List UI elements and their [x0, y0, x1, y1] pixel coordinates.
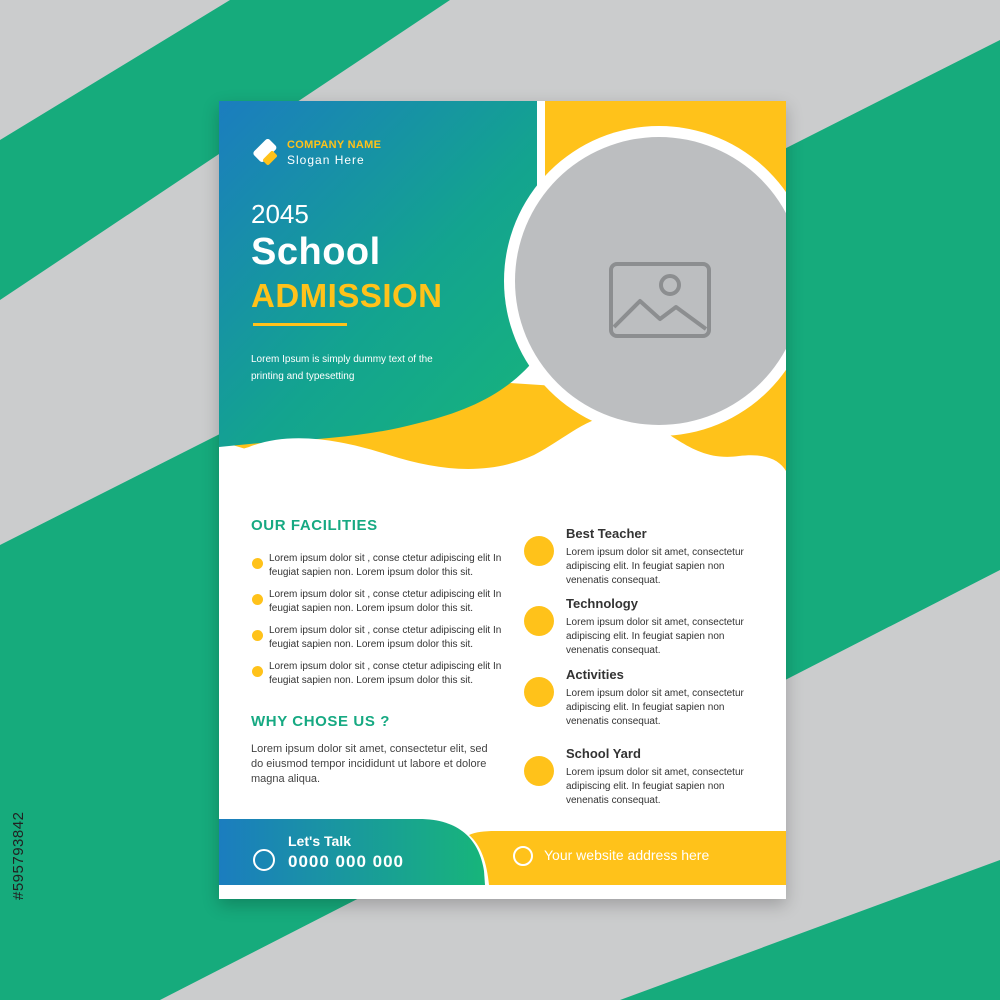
list-item	[251, 660, 501, 696]
feature-title: Best Teacher	[566, 526, 647, 541]
feature-dot-icon	[524, 536, 554, 566]
feature-title: Technology	[566, 596, 638, 611]
company-name: COMPANY NAME	[287, 139, 382, 151]
feature-title: Activities	[566, 667, 624, 682]
list-item	[251, 624, 501, 660]
facility-text: Lorem ipsum dolor sit , conse ctetur adipiscing elit In feugiat sapien non. Lorem ipsum dolor this sit.	[269, 553, 502, 578]
facility-text: Lorem ipsum dolor sit , conse ctetur adipiscing elit In feugiat sapien non. Lorem ipsum dolor this sit.	[269, 589, 502, 614]
feature-dot-icon	[524, 756, 554, 786]
contact-label: Let's Talk	[288, 833, 351, 849]
feature-text: Lorem ipsum dolor sit amet, consectetur adipiscing elit. In feugiat sapien non venenatis consequat.	[566, 688, 744, 727]
slanted-square-logo-icon	[252, 139, 282, 169]
facility-text: Lorem ipsum dolor sit , conse ctetur adipiscing elit In feugiat sapien non. Lorem ipsum dolor this sit.	[269, 625, 502, 650]
website-address: Your website address here	[544, 847, 710, 863]
feature-dot-icon	[524, 606, 554, 636]
year: 2045	[251, 199, 309, 229]
bullet-dot-icon	[252, 630, 263, 641]
facilities-title: OUR FACILITIES	[251, 517, 378, 534]
intro-text: Lorem Ipsum is simply dummy text of the printing and typesetting	[251, 354, 433, 382]
admission-flyer	[219, 101, 786, 899]
facilities-list	[251, 552, 501, 696]
title-underline	[253, 323, 347, 326]
facility-text: Lorem ipsum dolor sit , conse ctetur adipiscing elit In feugiat sapien non. Lorem ipsum dolor this sit.	[269, 661, 502, 686]
feature-text: Lorem ipsum dolor sit amet, consectetur adipiscing elit. In feugiat sapien non venenatis consequat.	[566, 617, 744, 656]
title-line1: School	[251, 231, 381, 273]
phone-circle-icon	[253, 849, 275, 871]
feature-title: School Yard	[566, 746, 641, 761]
globe-circle-icon	[513, 846, 533, 866]
why-title: WHY CHOSE US ?	[251, 713, 390, 730]
phone-number: 0000 000 000	[288, 852, 404, 871]
list-item	[251, 588, 501, 624]
feature-text: Lorem ipsum dolor sit amet, consectetur adipiscing elit. In feugiat sapien non venenatis consequat.	[566, 547, 744, 586]
bullet-dot-icon	[252, 558, 263, 569]
image-placeholder-icon	[608, 261, 712, 339]
bullet-dot-icon	[252, 666, 263, 677]
why-text: Lorem ipsum dolor sit amet, consectetur elit, sed do eiusmod tempor incididunt ut labore et dolore magna aliqua.	[251, 743, 488, 785]
feature-dot-icon	[524, 677, 554, 707]
list-item	[251, 552, 501, 588]
title-line2: ADMISSION	[251, 277, 443, 314]
stock-id: #595793842	[10, 811, 27, 900]
feature-text: Lorem ipsum dolor sit amet, consectetur adipiscing elit. In feugiat sapien non venenatis consequat.	[566, 767, 744, 806]
bullet-dot-icon	[252, 594, 263, 605]
slogan: Slogan Here	[287, 153, 365, 167]
